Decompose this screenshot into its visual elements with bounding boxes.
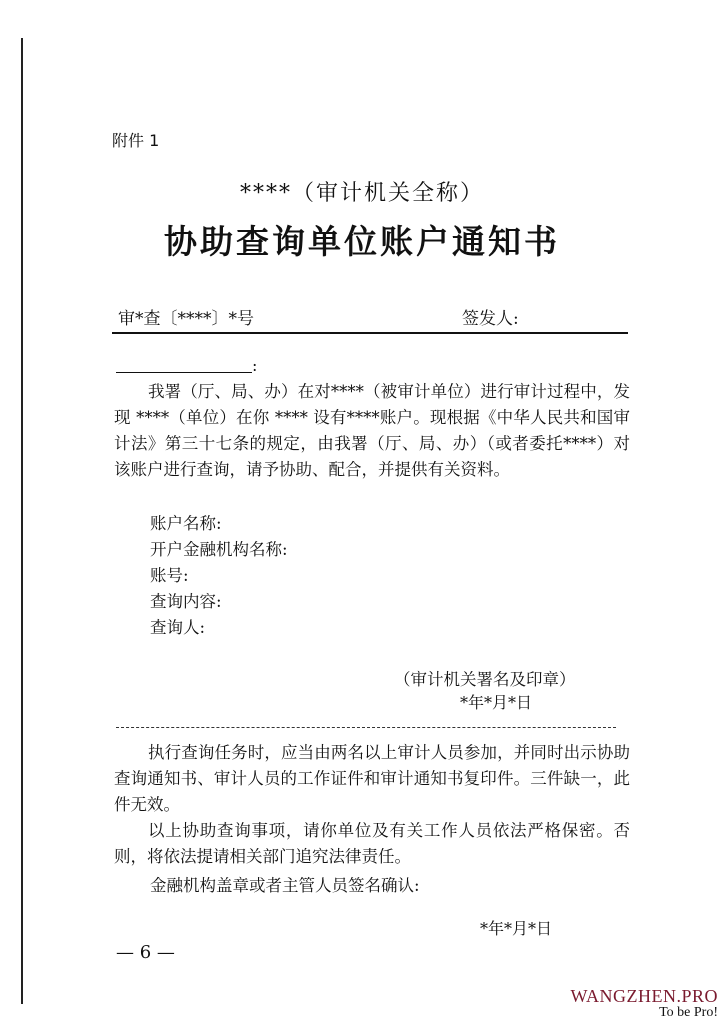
agency-seal-line: （审计机关署名及印章） [394,670,576,689]
field-bank-name: 开户金融机构名称: [150,540,288,559]
signer-label: 签发人: [462,309,519,329]
watermark-slogan: To be Pro! [659,1005,718,1020]
page-number: — 6 — [116,942,175,963]
header-divider [112,332,628,334]
watermark-site: WANGZHEN.PRO [570,986,718,1006]
receipt-paragraph-2: 以上协助查询事项，请你单位及有关工作人员依法严格保密。否则，将依法提请相关部门追究法律责任。 [114,821,630,866]
field-account-number: 账号: [150,566,189,585]
field-inquirer: 查询人: [150,618,206,637]
field-account-name: 账户名称: [150,514,222,533]
cut-line [116,727,616,728]
document-title: 协助查询单位账户通知书 [164,222,560,261]
agency-name: ****（审计机关全称） [239,181,484,206]
addressee-blank-line [116,372,252,373]
attachment-label: 附件 1 [112,131,160,150]
receipt-date: *年*月*日 [480,919,553,938]
field-query-content: 查询内容: [150,592,222,611]
document-number: 审*查〔****〕*号 [118,309,254,329]
notice-date: *年*月*日 [460,693,533,712]
notice-paragraph: 我署（厅、局、办）在对****（被审计单位）进行审计过程中，发现 ****（单位）在你 **** 设有****账户。现根据《中华人民共和国审计法》第三十七条的规定，由我署（厅、局、办）（或者委托****）对该账户进行查询，请予协助、配合，并提供有关资料。 [114,382,630,479]
receipt-paragraph-1: 执行查询任务时，应当由两名以上审计人员参加，并同时出示协助查询通知书、审计人员的工作证件和审计通知书复印件。三件缺一，此件无效。 [114,743,630,814]
addressee-colon: : [252,356,258,375]
confirm-label: 金融机构盖章或者主管人员签名确认: [150,876,420,895]
